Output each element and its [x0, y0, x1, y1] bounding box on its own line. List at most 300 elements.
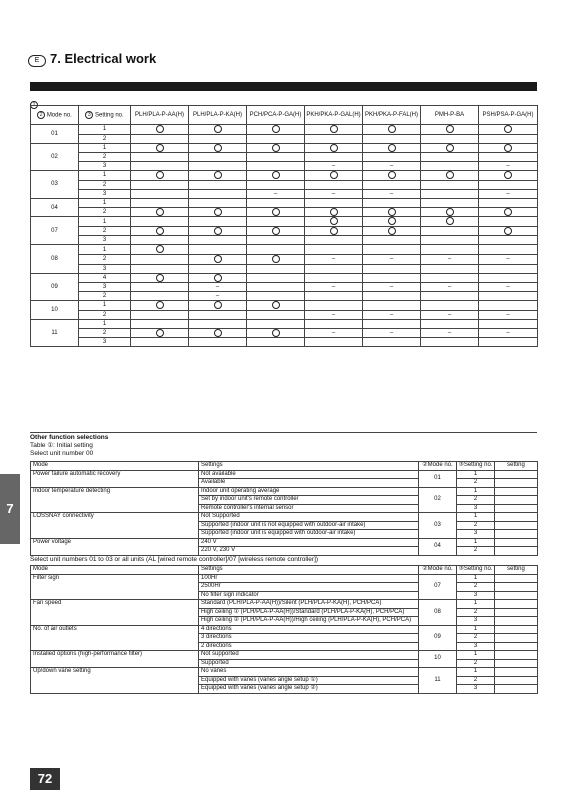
model-cell	[363, 301, 421, 311]
model-cell	[247, 338, 305, 347]
setting-no-cell: 2	[457, 583, 495, 592]
model-cell	[131, 226, 189, 236]
setting-no-cell: 1	[457, 538, 495, 547]
mode-no-cell: 08	[419, 600, 457, 626]
model-cell	[479, 245, 538, 255]
model-cell	[189, 189, 247, 198]
setting-no-cell: 3	[79, 338, 131, 347]
table-marker: 1	[30, 96, 38, 114]
model-cell	[305, 180, 363, 189]
model-cell	[131, 245, 189, 255]
model-cell	[189, 328, 247, 338]
setting-no-cell: 3	[79, 283, 131, 292]
supported-circle-icon	[446, 217, 454, 225]
model-header: PSH/PSA-P-GA(H)	[479, 106, 538, 125]
settings-cell: 2 directions	[199, 642, 419, 651]
model-cell	[363, 236, 421, 245]
table-row	[31, 264, 538, 273]
section-bar	[30, 82, 537, 91]
model-cell	[421, 273, 479, 283]
model-cell	[131, 328, 189, 338]
model-cell: –	[479, 162, 538, 171]
model-cell	[479, 143, 538, 153]
setting-check-cell	[495, 651, 538, 660]
model-cell: –	[363, 328, 421, 338]
setting-check-cell	[495, 591, 538, 600]
model-cell	[189, 338, 247, 347]
supported-circle-icon	[504, 144, 512, 152]
supported-circle-icon	[446, 171, 454, 179]
model-header: PLH/PLA-P-KA(H)	[189, 106, 247, 125]
settings-cell: Supported (indoor unit is equipped with outdoor-air intake)	[199, 530, 419, 539]
model-cell	[189, 153, 247, 162]
model-cell: –	[479, 255, 538, 265]
model-cell	[363, 207, 421, 217]
page-number: 72	[30, 768, 60, 790]
setting-no-cell: 3	[79, 236, 131, 245]
supported-circle-icon	[446, 208, 454, 216]
setting-check-cell	[495, 685, 538, 694]
model-cell	[305, 273, 363, 283]
mode-no-cell: 10	[419, 651, 457, 668]
setting-no-cell: 3	[457, 504, 495, 513]
setting-check-cell	[495, 496, 538, 505]
model-cell	[421, 162, 479, 171]
model-cell	[479, 236, 538, 245]
table-row	[31, 338, 538, 347]
setting-no-cell: 1	[79, 301, 131, 311]
model-cell	[305, 125, 363, 135]
model-cell	[131, 264, 189, 273]
model-cell	[189, 207, 247, 217]
model-cell	[479, 292, 538, 301]
table-row	[31, 651, 538, 660]
supported-circle-icon	[272, 301, 280, 309]
model-cell	[131, 310, 189, 319]
table-row	[31, 134, 538, 143]
model-cell	[305, 143, 363, 153]
table-header-row	[31, 462, 538, 471]
model-cell	[363, 217, 421, 227]
column-header: ②Mode no.	[419, 462, 457, 471]
model-cell: –	[305, 189, 363, 198]
model-cell: –	[363, 310, 421, 319]
setting-no-cell: 4	[79, 273, 131, 283]
table-row	[31, 245, 538, 255]
setting-check-cell	[495, 625, 538, 634]
model-cell	[421, 134, 479, 143]
mode-no-cell: 03	[419, 513, 457, 539]
model-cell	[189, 236, 247, 245]
model-cell	[247, 153, 305, 162]
settings-cell: 4 directions	[199, 625, 419, 634]
model-cell	[421, 189, 479, 198]
model-cell	[131, 134, 189, 143]
setting-check-cell	[495, 668, 538, 677]
supported-circle-icon	[272, 171, 280, 179]
page-title: 7. Electrical work	[50, 51, 157, 66]
model-cell: –	[479, 328, 538, 338]
table-row	[31, 310, 538, 319]
setting-check-cell	[495, 513, 538, 522]
supported-circle-icon	[156, 227, 164, 235]
setting-no-cell: 1	[457, 513, 495, 522]
mode-cell: No. of air outlets	[31, 625, 199, 651]
table-row	[31, 319, 538, 328]
model-cell	[131, 189, 189, 198]
model-cell	[189, 319, 247, 328]
model-cell	[421, 207, 479, 217]
setting-no-cell: 3	[79, 162, 131, 171]
model-cell	[247, 180, 305, 189]
model-cell	[479, 338, 538, 347]
setting-check-cell	[495, 521, 538, 530]
model-cell	[189, 255, 247, 265]
model-cell	[479, 301, 538, 311]
select-note: Select unit number 00	[30, 450, 94, 457]
model-cell: –	[421, 310, 479, 319]
model-cell: –	[421, 283, 479, 292]
settings-cell: Remote controller's internal sensor	[199, 504, 419, 513]
table-row	[31, 125, 538, 135]
setting-no-cell: 1	[457, 470, 495, 479]
supported-circle-icon	[272, 329, 280, 337]
model-cell	[305, 226, 363, 236]
model-cell	[421, 338, 479, 347]
setting-no-cell: 2	[457, 676, 495, 685]
model-cell	[363, 245, 421, 255]
supported-circle-icon	[214, 208, 222, 216]
model-cell	[247, 217, 305, 227]
model-cell: –	[421, 328, 479, 338]
settings-cell: Available	[199, 479, 419, 488]
model-cell	[421, 217, 479, 227]
table-row	[31, 273, 538, 283]
model-cell	[363, 338, 421, 347]
table-row	[31, 283, 538, 292]
model-cell	[247, 273, 305, 283]
settings-cell: Not available	[199, 470, 419, 479]
mode-no-cell: 07	[419, 574, 457, 600]
mode-no-cell: 03	[31, 171, 79, 199]
model-cell	[305, 338, 363, 347]
model-cell	[131, 125, 189, 135]
model-cell	[247, 328, 305, 338]
model-cell	[421, 125, 479, 135]
settings-cell: High ceiling ② (PLH/PLA-P-AA(H))/High ceiling (PLH/PLA-P-KA(H), PCH/PCA)	[199, 617, 419, 626]
model-cell	[421, 245, 479, 255]
model-cell: –	[305, 328, 363, 338]
setting-no-cell: 2	[457, 521, 495, 530]
column-header: setting	[495, 462, 538, 471]
model-cell	[189, 162, 247, 171]
model-cell	[247, 198, 305, 207]
table-row	[31, 301, 538, 311]
model-cell: –	[363, 162, 421, 171]
setting-no-cell: 2	[79, 134, 131, 143]
model-cell	[189, 217, 247, 227]
settings-cell: 220 V, 230 V	[199, 547, 419, 556]
settings-cell: Equipped with vanes (vanes angle setup ①)	[199, 676, 419, 685]
model-cell	[479, 180, 538, 189]
setting-no-cell: 2	[79, 292, 131, 301]
mode-no-cell: 09	[419, 625, 457, 651]
supported-circle-icon	[330, 171, 338, 179]
setting-check-cell	[495, 642, 538, 651]
mode-cell: Power failure automatic recovery	[31, 470, 199, 487]
model-cell	[305, 217, 363, 227]
settings-cell: Not supported	[199, 651, 419, 660]
model-cell	[363, 198, 421, 207]
model-header: PCH/PCA-P-GA(H)	[247, 106, 305, 125]
model-header: PMH-P-BA	[421, 106, 479, 125]
mode-cell: Indoor temperature detecting	[31, 487, 199, 513]
table-row	[31, 198, 538, 207]
table-row	[31, 292, 538, 301]
model-cell	[305, 319, 363, 328]
model-cell	[305, 198, 363, 207]
supported-circle-icon	[156, 144, 164, 152]
model-cell	[305, 134, 363, 143]
model-cell	[189, 226, 247, 236]
setting-check-cell	[495, 479, 538, 488]
supported-circle-icon	[330, 227, 338, 235]
setting-no-cell: 2	[457, 634, 495, 643]
model-cell	[421, 226, 479, 236]
settings-cell: Supported (indoor unit is not equipped with outdoor-air intake)	[199, 521, 419, 530]
setting-no-cell: 1	[79, 319, 131, 328]
model-cell	[305, 264, 363, 273]
supported-circle-icon	[388, 144, 396, 152]
supported-circle-icon	[214, 227, 222, 235]
mode-no-cell: 01	[31, 125, 79, 144]
settings-cell: Set by indoor unit's remote controller	[199, 496, 419, 505]
mode-cell: Power voltage	[31, 538, 199, 555]
setting-no-cell: 2	[457, 479, 495, 488]
mode-no-cell: 02	[31, 143, 79, 171]
model-cell	[421, 264, 479, 273]
mode-no-cell: 11	[419, 668, 457, 694]
column-header: ③Setting no.	[458, 462, 493, 468]
model-cell	[131, 180, 189, 189]
model-cell	[131, 301, 189, 311]
model-cell	[131, 283, 189, 292]
setting-no-cell: 1	[457, 600, 495, 609]
supported-circle-icon	[388, 125, 396, 133]
model-cell	[305, 301, 363, 311]
setting-no-cell: 3	[79, 264, 131, 273]
setting-no-cell: 2	[457, 659, 495, 668]
model-cell: –	[421, 255, 479, 265]
table-row	[31, 600, 538, 609]
model-cell	[131, 255, 189, 265]
setting-check-cell	[495, 583, 538, 592]
settings-cell: Supported	[199, 659, 419, 668]
setting-check-cell	[495, 530, 538, 539]
supported-circle-icon	[330, 217, 338, 225]
model-cell: –	[305, 310, 363, 319]
setting-no-cell: 2	[79, 226, 131, 236]
supported-circle-icon	[214, 329, 222, 337]
mode-cell: Installed options (high-performance filter)	[31, 651, 199, 668]
table-row	[31, 143, 538, 153]
table-row	[31, 153, 538, 162]
model-cell: –	[479, 283, 538, 292]
model-cell	[247, 255, 305, 265]
model-cell	[189, 310, 247, 319]
setting-check-cell	[495, 617, 538, 626]
divider	[30, 432, 537, 433]
model-cell	[189, 273, 247, 283]
model-cell	[131, 273, 189, 283]
model-cell	[189, 180, 247, 189]
supported-circle-icon	[214, 274, 222, 282]
supported-circle-icon	[156, 245, 164, 253]
chapter-side-tab: 7	[0, 474, 20, 544]
model-cell	[247, 226, 305, 236]
column-header: ②Mode no.	[419, 566, 457, 575]
setting-no-cell: 2	[457, 496, 495, 505]
setting-check-cell	[495, 608, 538, 617]
supported-circle-icon	[214, 125, 222, 133]
model-cell	[479, 134, 538, 143]
table-row	[31, 217, 538, 227]
setting-check-cell	[495, 504, 538, 513]
supported-circle-icon	[156, 208, 164, 216]
model-cell	[421, 153, 479, 162]
supported-circle-icon	[272, 208, 280, 216]
table-row	[31, 171, 538, 181]
model-cell: –	[305, 255, 363, 265]
model-cell	[479, 207, 538, 217]
model-cell	[247, 162, 305, 171]
setting-no-cell: 2	[79, 255, 131, 265]
setting-no-cell: 1	[79, 171, 131, 181]
setting-no-cell: 1	[457, 487, 495, 496]
settings-cell: 240 V	[199, 538, 419, 547]
setting-no-cell: 3	[457, 530, 495, 539]
setting-no-cell: 1	[457, 574, 495, 583]
setting-check-cell	[495, 470, 538, 479]
setting-no-cell: 1	[457, 668, 495, 677]
settings-cell: No vanes	[199, 668, 419, 677]
model-header: PLH/PLA-P-AA(H)	[131, 106, 189, 125]
model-cell	[247, 310, 305, 319]
model-cell	[421, 292, 479, 301]
settings-cell: 2500Hr	[199, 583, 419, 592]
model-cell	[421, 171, 479, 181]
model-cell	[479, 153, 538, 162]
model-cell: –	[479, 310, 538, 319]
model-cell: –	[247, 189, 305, 198]
supported-circle-icon	[156, 329, 164, 337]
model-cell	[131, 292, 189, 301]
model-cell	[305, 207, 363, 217]
supported-circle-icon	[156, 125, 164, 133]
setting-no-cell: 3	[457, 685, 495, 694]
model-cell	[247, 301, 305, 311]
model-cell	[363, 153, 421, 162]
setting-no-cell: 1	[79, 217, 131, 227]
supported-circle-icon	[272, 125, 280, 133]
model-cell	[189, 143, 247, 153]
model-cell: –	[363, 189, 421, 198]
setting-no-cell: 3	[79, 189, 131, 198]
model-cell	[247, 264, 305, 273]
mode-no-cell: 01	[419, 470, 457, 487]
model-cell	[421, 301, 479, 311]
column-header: Settings	[199, 566, 419, 575]
table-row	[31, 236, 538, 245]
supported-circle-icon	[504, 171, 512, 179]
setting-no-cell: 3	[457, 642, 495, 651]
model-cell	[479, 171, 538, 181]
column-header: ③Setting no.	[458, 566, 493, 572]
model-cell	[363, 273, 421, 283]
model-cell	[131, 143, 189, 153]
table-row	[31, 255, 538, 265]
model-cell	[247, 236, 305, 245]
model-cell	[131, 171, 189, 181]
table-row	[31, 470, 538, 479]
model-cell	[421, 236, 479, 245]
model-cell: –	[189, 283, 247, 292]
supported-circle-icon	[446, 125, 454, 133]
model-cell	[131, 319, 189, 328]
setting-no-cell: 2	[79, 310, 131, 319]
other-functions-heading: Other function selections	[30, 434, 109, 441]
model-cell	[479, 198, 538, 207]
supported-circle-icon	[156, 274, 164, 282]
supported-circle-icon	[388, 227, 396, 235]
table-row	[31, 226, 538, 236]
model-cell	[247, 125, 305, 135]
table-row	[31, 189, 538, 198]
setting-check-cell	[495, 659, 538, 668]
supported-circle-icon	[504, 208, 512, 216]
setting-no-cell: 3	[457, 591, 495, 600]
supported-circle-icon	[330, 144, 338, 152]
table-row	[31, 574, 538, 583]
model-cell: –	[363, 283, 421, 292]
model-cell	[363, 143, 421, 153]
setting-no-cell: 1	[79, 125, 131, 135]
settings-cell: Equipped with vanes (vanes angle setup ②)	[199, 685, 419, 694]
supported-circle-icon	[272, 144, 280, 152]
settings-cell: No filter sign indicator	[199, 591, 419, 600]
table-row	[31, 538, 538, 547]
supported-circle-icon	[156, 301, 164, 309]
model-cell: –	[305, 162, 363, 171]
model-cell	[305, 292, 363, 301]
model-cell	[131, 217, 189, 227]
model-cell	[131, 236, 189, 245]
function-table-2	[30, 565, 538, 694]
setting-no-cell: 2	[79, 153, 131, 162]
language-badge: E	[28, 55, 46, 67]
supported-circle-icon	[272, 255, 280, 263]
table-row	[31, 513, 538, 522]
mode-no-cell: 09	[31, 273, 79, 301]
setting-no-cell: 1	[79, 143, 131, 153]
model-cell: –	[479, 189, 538, 198]
setting-check-cell	[495, 538, 538, 547]
setting-no-header: 3 Setting no.	[79, 106, 131, 125]
supported-circle-icon	[214, 171, 222, 179]
model-cell	[363, 292, 421, 301]
setting-no-cell: 1	[79, 245, 131, 255]
setting-no-cell: 2	[457, 608, 495, 617]
